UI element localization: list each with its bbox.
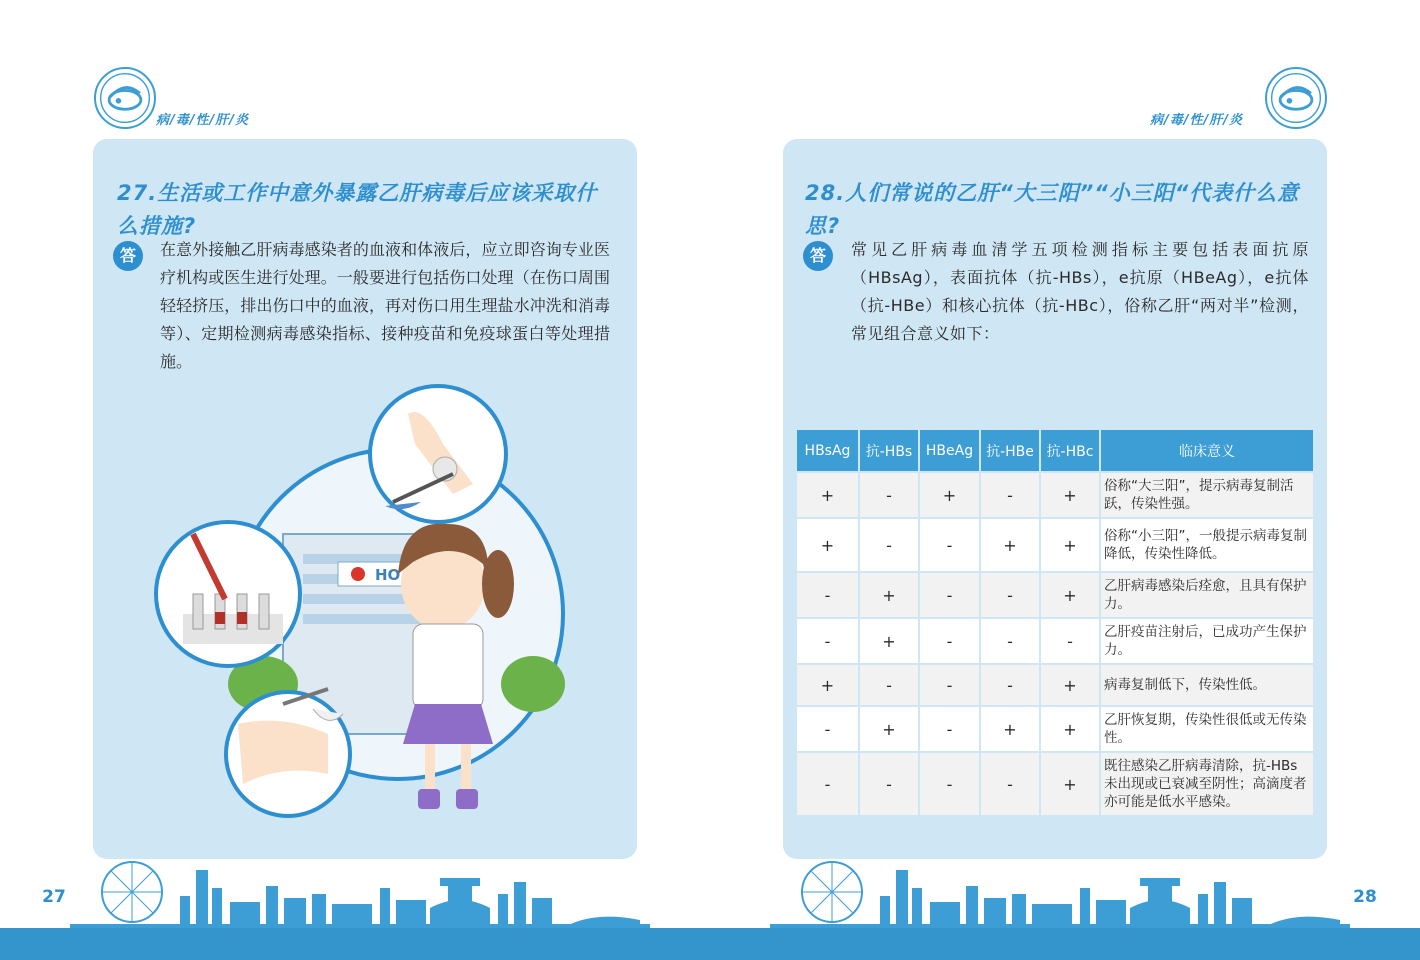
table-cell: - xyxy=(797,618,859,664)
answer-badge-icon: 答 xyxy=(113,241,143,271)
table-row xyxy=(797,572,1313,618)
table-cell: - xyxy=(919,572,980,618)
table-cell: - xyxy=(919,664,980,706)
table-cell: - xyxy=(919,752,980,815)
table-cell: - xyxy=(859,752,919,815)
table-cell: + xyxy=(1040,572,1100,618)
hepatitis-logo-icon xyxy=(1265,67,1327,129)
table-header: HBsAg xyxy=(797,430,859,472)
table-cell: - xyxy=(980,752,1040,815)
table-header: 抗-HBc xyxy=(1040,430,1100,472)
page-number: 27 xyxy=(37,880,71,914)
table-cell: - xyxy=(980,618,1040,664)
table-cell: - xyxy=(980,472,1040,518)
table-cell-meaning: 俗称“小三阳”，一般提示病毒复制降低，传染性降低。 xyxy=(1100,518,1313,572)
hbv-markers-table xyxy=(797,430,1313,815)
table-cell: + xyxy=(980,706,1040,752)
question-panel-27 xyxy=(93,139,637,859)
table-cell: + xyxy=(859,618,919,664)
table-header: 临床意义 xyxy=(1100,430,1313,472)
question-title: 27.生活或工作中意外暴露乙肝病毒后应该采取什么措施? xyxy=(117,181,598,238)
table-cell-meaning: 乙肝恢复期，传染性很低或无传染性。 xyxy=(1100,706,1313,752)
hepatitis-logo-icon xyxy=(94,67,156,129)
table-cell: - xyxy=(859,518,919,572)
table-cell: + xyxy=(1040,518,1100,572)
table-row xyxy=(797,752,1313,815)
city-skyline-icon xyxy=(70,858,650,930)
table-cell: - xyxy=(919,518,980,572)
table-cell: + xyxy=(919,472,980,518)
table-cell: - xyxy=(797,572,859,618)
table-cell-meaning: 乙肝病毒感染后痊愈，且具有保护力。 xyxy=(1100,572,1313,618)
table-header: HBeAg xyxy=(919,430,980,472)
table-row xyxy=(797,664,1313,706)
table-cell: - xyxy=(919,618,980,664)
table-cell-meaning: 既往感染乙肝病毒清除，抗-HBs未出现或已衰减至阴性；高滴度者亦可能是低水平感染。 xyxy=(1100,752,1313,815)
table-cell-meaning: 病毒复制低下，传染性低。 xyxy=(1100,664,1313,706)
section-header: 病/毒/性/肝/炎 xyxy=(156,113,249,128)
table-cell-meaning: 乙肝疫苗注射后，已成功产生保护力。 xyxy=(1100,618,1313,664)
exposure-illustration xyxy=(153,384,573,829)
table-header: 抗-HBe xyxy=(980,430,1040,472)
answer-text: 在意外接触乙肝病毒感染者的血液和体液后，应立即咨询专业医疗机构或医生进行处理。一般要进行包括伤口处理（在伤口周围轻轻挤压，排出伤口中的血液，再对伤口用生理盐水冲洗和消毒等）、定期检测病毒感染指标、接种疫苗和免疫球蛋白等处理措施。 xyxy=(160,240,610,371)
page-number: 28 xyxy=(1348,880,1382,914)
table-cell: - xyxy=(980,572,1040,618)
table-cell: - xyxy=(859,664,919,706)
table-header-row xyxy=(797,430,1313,472)
table-cell: + xyxy=(1040,664,1100,706)
table-row xyxy=(797,518,1313,572)
answer-text: 常见乙肝病毒血清学五项检测指标主要包括表面抗原（HBsAg），表面抗体（抗-HBs），e抗原（HBeAg），e抗体（抗-HBe）和核心抗体（抗-HBc），俗称乙肝“两对半”检测，常见组合意义如下： xyxy=(851,240,1309,343)
table-row xyxy=(797,472,1313,518)
table-cell-meaning: 俗称“大三阳”，提示病毒复制活跃，传染性强。 xyxy=(1100,472,1313,518)
question-panel-28 xyxy=(783,139,1327,859)
table-header: 抗-HBs xyxy=(859,430,919,472)
table-cell: + xyxy=(1040,472,1100,518)
question-title: 28.人们常说的乙肝“大三阳”“小三阳“代表什么意思? xyxy=(805,181,1300,238)
table-cell: + xyxy=(797,518,859,572)
table-cell: + xyxy=(797,664,859,706)
hospital-sign: HO xyxy=(375,566,401,584)
table-cell: + xyxy=(797,472,859,518)
table-cell: + xyxy=(980,518,1040,572)
table-cell: - xyxy=(919,706,980,752)
city-skyline-icon xyxy=(770,858,1350,930)
table-cell: - xyxy=(797,752,859,815)
table-cell: - xyxy=(1040,618,1100,664)
answer-badge-icon: 答 xyxy=(803,241,833,271)
table-row xyxy=(797,706,1313,752)
table-cell: + xyxy=(1040,706,1100,752)
footer-band xyxy=(0,928,1420,960)
table-cell: + xyxy=(859,706,919,752)
table-cell: - xyxy=(980,664,1040,706)
table-cell: - xyxy=(859,472,919,518)
table-cell: + xyxy=(859,572,919,618)
table-cell: - xyxy=(797,706,859,752)
section-header: 病/毒/性/肝/炎 xyxy=(1150,113,1243,128)
table-cell: + xyxy=(1040,752,1100,815)
table-row xyxy=(797,618,1313,664)
